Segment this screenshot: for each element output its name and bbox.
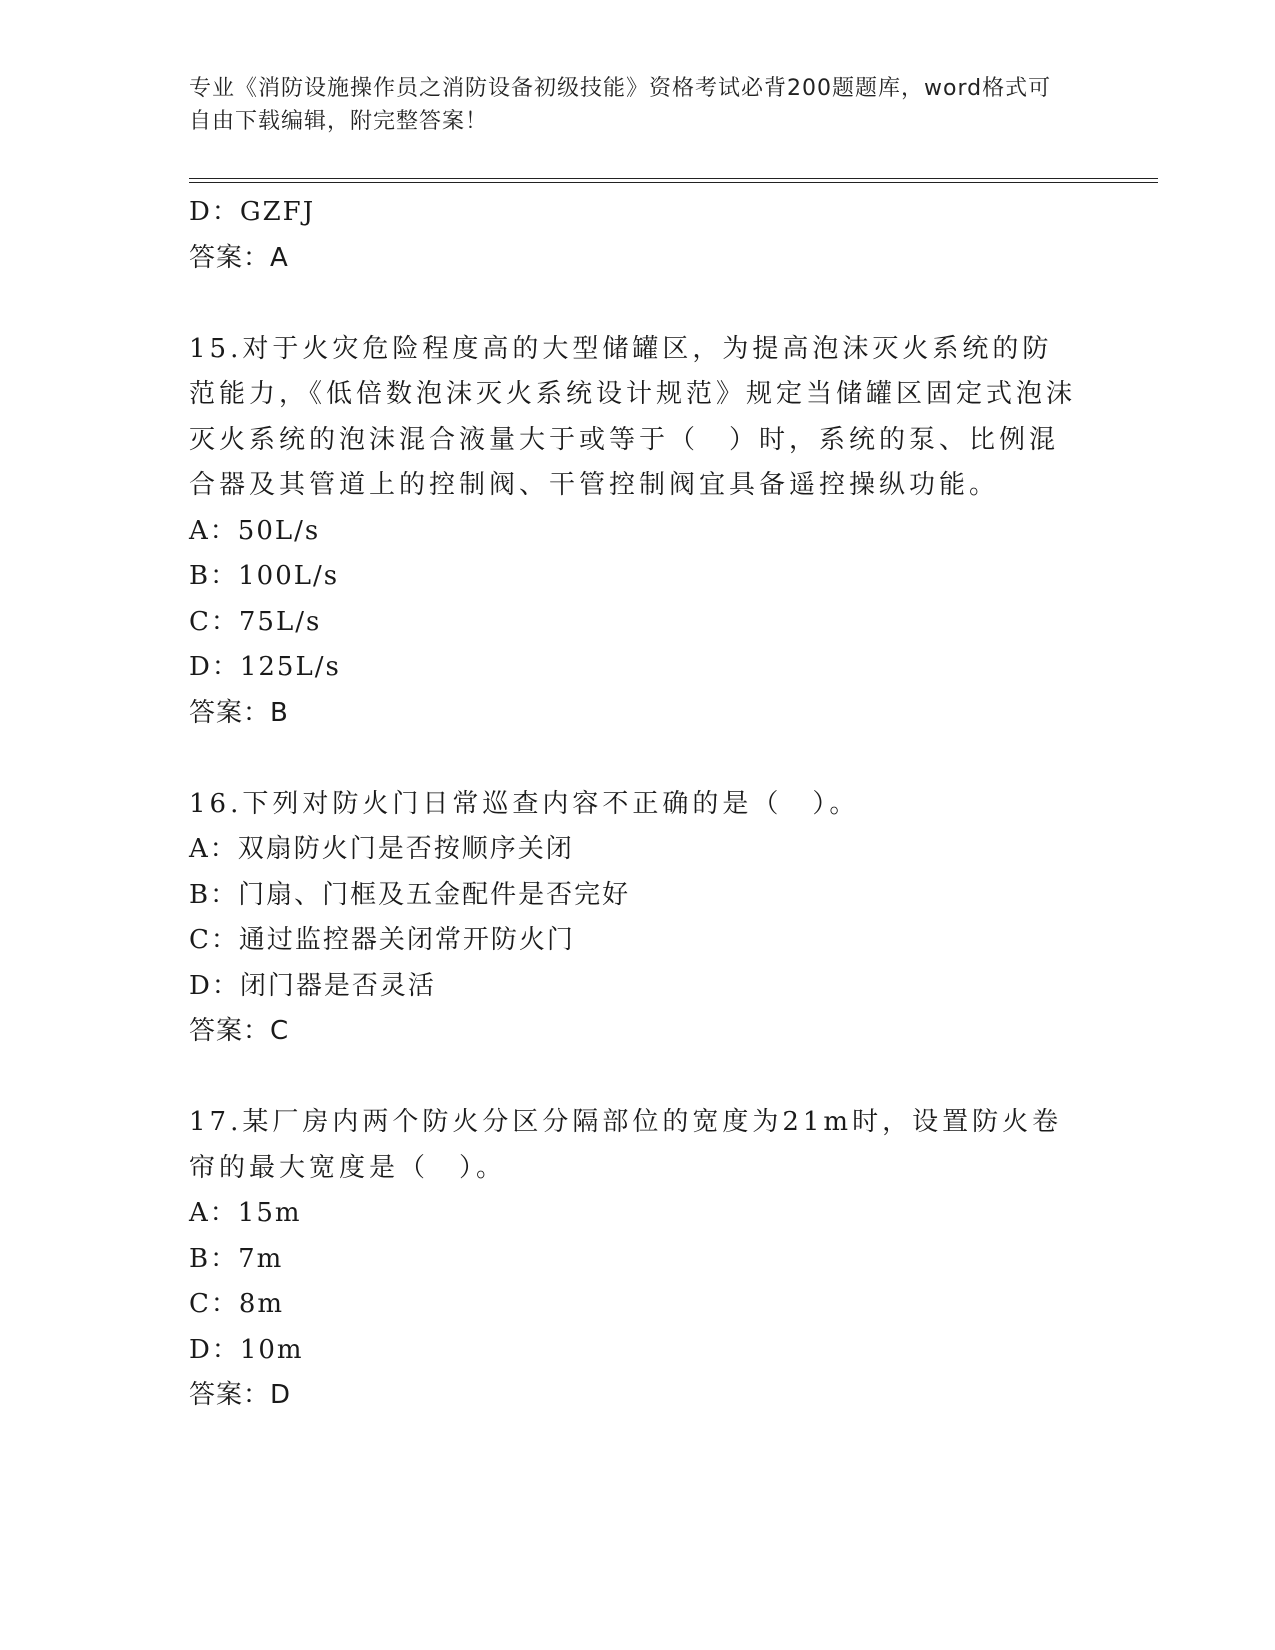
option-c: C：通过监控器关闭常开防火门: [189, 925, 575, 955]
header-rule-top: [189, 178, 1158, 179]
option-d: D：闭门器是否灵活: [189, 970, 436, 1001]
option-c: C：8m: [189, 1289, 285, 1319]
prev-answer: 答案：A: [189, 242, 289, 273]
option-c: C：75L/s: [189, 606, 322, 637]
spacer: [189, 736, 1089, 782]
option-b: B：门扇、门框及五金配件是否完好: [189, 879, 631, 910]
question-15: [189, 327, 1089, 737]
document-header: 专业《消防设施操作员之消防设备初级技能》资格考试必背200题题库，word格式可自由下载编辑，附完整答案！: [189, 76, 1052, 134]
option-d: D：125L/s: [189, 652, 341, 682]
question-text: 15.对于火灾危险程度高的大型储罐区，为提高泡沫灭火系统的防范能力，《低倍数泡沫灭火系统设计规范》规定当储罐区固定式泡沫灭火系统的泡沫混合液量大于或等于（ ）时，系统的泵、比例混合器及其管道上的控制阀、干管控制阀宜具备遥控操纵功能。: [189, 333, 1077, 500]
prev-option-d: D：GZFJ: [189, 197, 316, 227]
option-a: A：50L/s: [189, 515, 321, 546]
question-text: 17.某厂房内两个防火分区分隔部位的宽度为21m时，设置防火卷帘的最大宽度是（ ）。: [189, 1107, 1063, 1183]
answer: 答案：B: [189, 697, 289, 728]
answer: 答案：C: [189, 1016, 290, 1046]
option-d: D：10m: [189, 1334, 304, 1365]
option-a: A：双扇防火门是否按顺序关闭: [189, 834, 574, 864]
question-17: [189, 1100, 1089, 1419]
question-list: [189, 190, 1089, 1419]
question-16: [189, 782, 1089, 1055]
answer: 答案：D: [189, 1380, 292, 1410]
header-rule-bottom: [189, 182, 1158, 183]
question-text: 16.下列对防火门日常巡查内容不正确的是（ ）。: [189, 788, 860, 819]
spacer: [189, 1055, 1089, 1101]
option-b: B：7m: [189, 1243, 284, 1274]
spacer: [189, 281, 1089, 327]
option-b: B：100L/s: [189, 561, 340, 591]
option-a: A：15m: [189, 1198, 302, 1228]
